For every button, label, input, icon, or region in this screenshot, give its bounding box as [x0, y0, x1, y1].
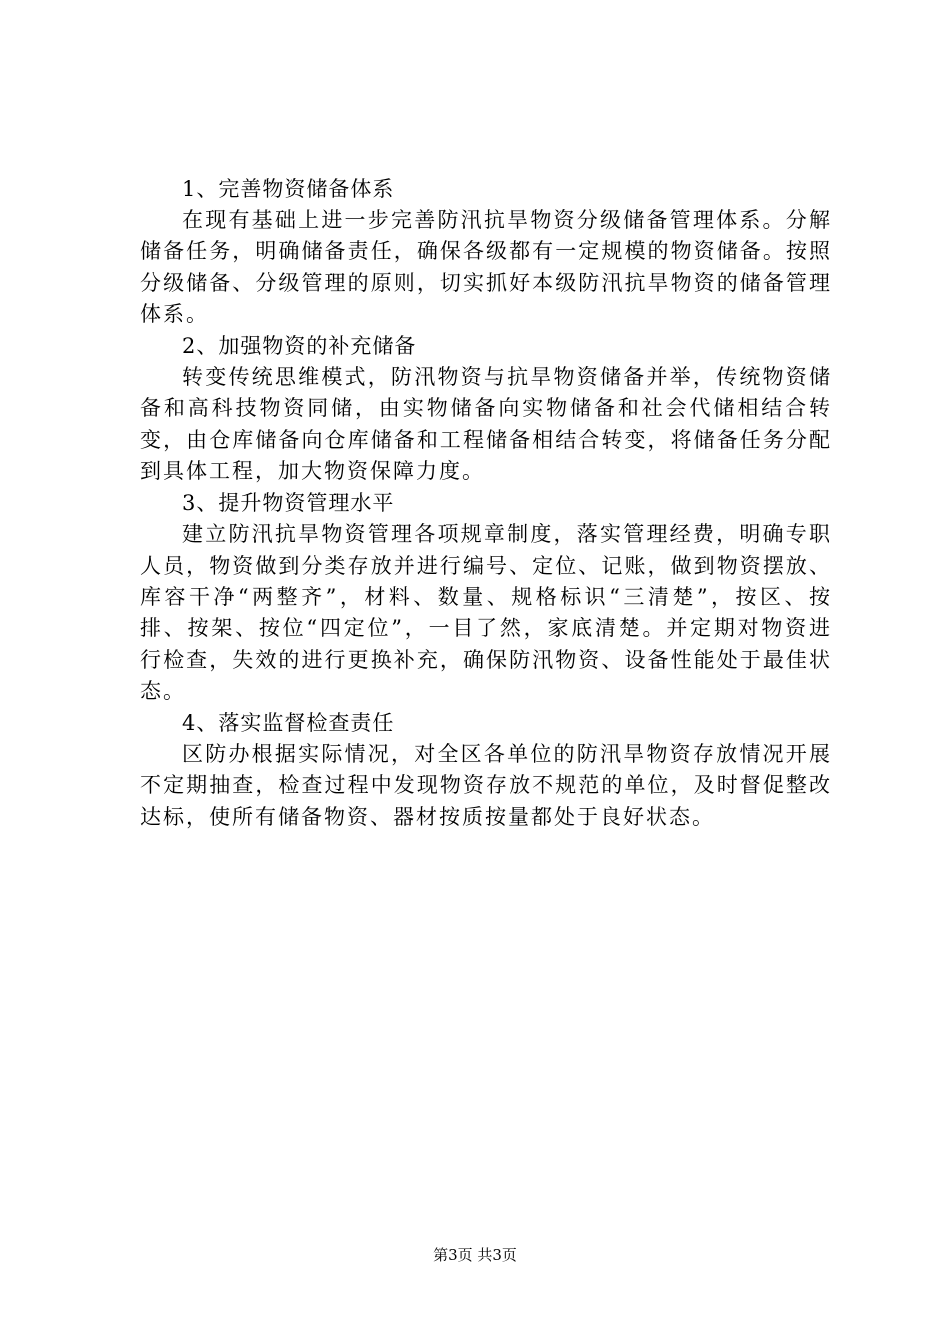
section-heading-3: 3、提升物资管理水平: [182, 491, 395, 516]
section-heading-1: 1、完善物资储备体系: [182, 177, 395, 201]
section-heading-2: 2、加强物资的补充储备: [182, 334, 417, 359]
section-heading-4: 4、落实监督检查责任: [182, 711, 395, 736]
page-number-footer: 第3页 共3页: [433, 1246, 517, 1264]
document-body: [140, 173, 832, 833]
section-paragraph-3: 建立防汛抗旱物资管理各项规章制度，落实管理经费，明确专职人员，物资做到分类存放并进行编号、定位、记账，做到物资摆放、库容干净“两整齐”，材料、数量、规格标识“三清楚”，按区、按排、按架、按位“四定位”，一目了然，家底清楚。并定期对物资进行检查，失效的进行更换补充，确保防汛物资、设备性能处于最佳状态。: [140, 522, 832, 703]
section-paragraph-4: 区防办根据实际情况，对全区各单位的防汛旱物资存放情况开展不定期抽查，检查过程中发现物资存放不规范的单位，及时督促整改达标，使所有储备物资、器材按质按量都处于良好状态。: [140, 742, 832, 829]
section-paragraph-1: 在现有基础上进一步完善防汛抗旱物资分级储备管理体系。分解储备任务，明确储备责任，确保各级都有一定规模的物资储备。按照分级储备、分级管理的原则，切实抓好本级防汛抗旱物资的储备管理体系。: [140, 208, 832, 326]
section-paragraph-2: 转变传统思维模式，防汛物资与抗旱物资储备并举，传统物资储备和高科技物资同储，由实物储备向实物储备和社会代储相结合转变，由仓库储备向仓库储备和工程储备相结合转变，将储备任务分配到具体工程，加大物资保障力度。: [140, 365, 832, 484]
